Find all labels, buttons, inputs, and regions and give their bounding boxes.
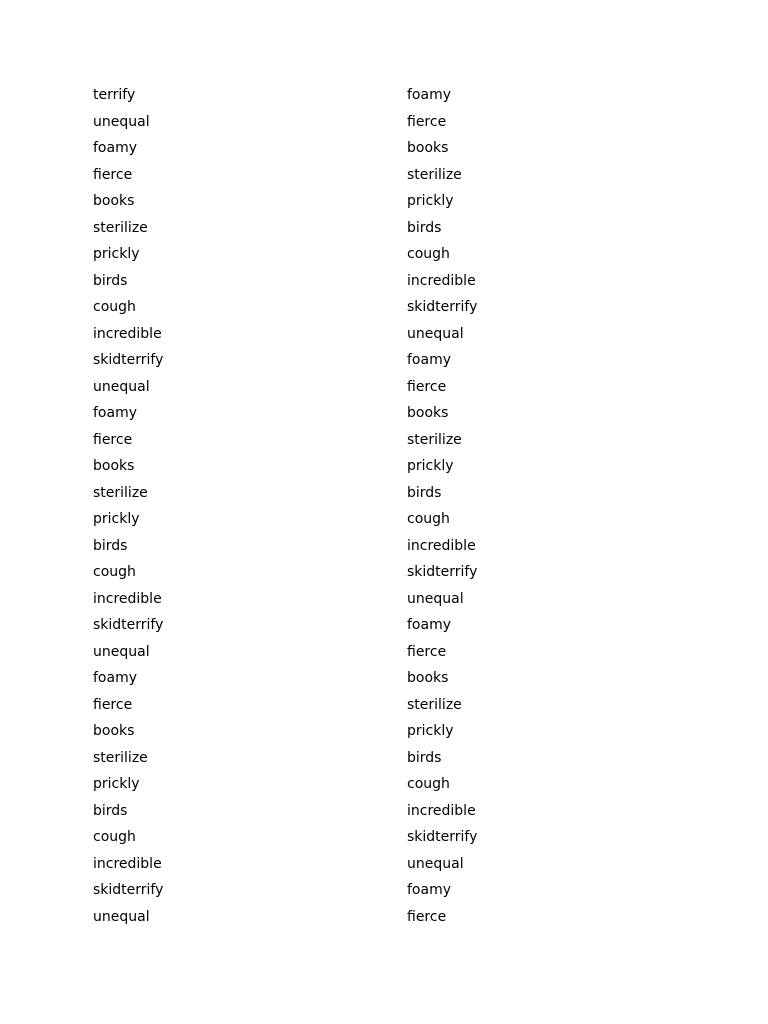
list-item: skidterrify bbox=[407, 564, 478, 580]
list-item: incredible bbox=[407, 537, 476, 554]
list-item: birds bbox=[407, 219, 442, 236]
list-item: sterilize bbox=[407, 431, 462, 448]
list-item: incredible bbox=[93, 325, 162, 342]
list-item: terrify bbox=[93, 87, 136, 103]
list-item: skidterrify bbox=[407, 829, 478, 845]
list-item: foamy bbox=[407, 352, 451, 368]
list-item: cough bbox=[93, 564, 136, 580]
list-item: fierce bbox=[407, 378, 447, 395]
list-item: fierce bbox=[93, 431, 133, 448]
list-item: unequal bbox=[93, 908, 150, 925]
list-item: unequal bbox=[407, 855, 464, 872]
word-list-right bbox=[407, 84, 667, 932]
list-item: sterilize bbox=[407, 696, 462, 713]
list-item: fierce bbox=[407, 908, 447, 925]
list-item: sterilize bbox=[93, 484, 148, 501]
list-item: birds bbox=[93, 802, 128, 819]
list-item: prickly bbox=[407, 458, 454, 474]
list-item: cough bbox=[407, 511, 450, 527]
list-item: sterilize bbox=[407, 166, 462, 183]
list-item: unequal bbox=[407, 325, 464, 342]
list-item: books bbox=[407, 140, 449, 156]
list-item: sterilize bbox=[93, 219, 148, 236]
list-item: unequal bbox=[93, 113, 150, 130]
list-item: prickly bbox=[93, 776, 140, 792]
list-item: cough bbox=[407, 776, 450, 792]
list-item: cough bbox=[407, 246, 450, 262]
list-item: skidterrify bbox=[407, 299, 478, 315]
list-item: prickly bbox=[93, 246, 140, 262]
list-item: fierce bbox=[407, 113, 447, 130]
list-item: fierce bbox=[93, 166, 133, 183]
list-item: unequal bbox=[407, 590, 464, 607]
list-item: incredible bbox=[407, 802, 476, 819]
list-item: prickly bbox=[407, 193, 454, 209]
list-item: fierce bbox=[407, 643, 447, 660]
list-item: birds bbox=[93, 537, 128, 554]
list-item: books bbox=[93, 458, 135, 474]
list-item: foamy bbox=[93, 140, 137, 156]
list-item: foamy bbox=[407, 882, 451, 898]
list-item: foamy bbox=[93, 405, 137, 421]
list-item: unequal bbox=[93, 378, 150, 395]
list-item: incredible bbox=[93, 590, 162, 607]
list-item: skidterrify bbox=[93, 617, 164, 633]
list-item: books bbox=[93, 193, 135, 209]
list-item: prickly bbox=[407, 723, 454, 739]
list-item: birds bbox=[407, 484, 442, 501]
list-item: foamy bbox=[93, 670, 137, 686]
word-list-left bbox=[93, 84, 353, 932]
list-item: unequal bbox=[93, 643, 150, 660]
list-item: skidterrify bbox=[93, 882, 164, 898]
list-item: sterilize bbox=[93, 749, 148, 766]
list-item: cough bbox=[93, 829, 136, 845]
list-item: birds bbox=[407, 749, 442, 766]
list-item: incredible bbox=[407, 272, 476, 289]
list-item: cough bbox=[93, 299, 136, 315]
list-item: fierce bbox=[93, 696, 133, 713]
list-item: prickly bbox=[93, 511, 140, 527]
list-item: incredible bbox=[93, 855, 162, 872]
list-item: skidterrify bbox=[93, 352, 164, 368]
list-item: foamy bbox=[407, 87, 451, 103]
list-item: books bbox=[93, 723, 135, 739]
list-item: books bbox=[407, 670, 449, 686]
list-item: birds bbox=[93, 272, 128, 289]
list-item: foamy bbox=[407, 617, 451, 633]
list-item: books bbox=[407, 405, 449, 421]
